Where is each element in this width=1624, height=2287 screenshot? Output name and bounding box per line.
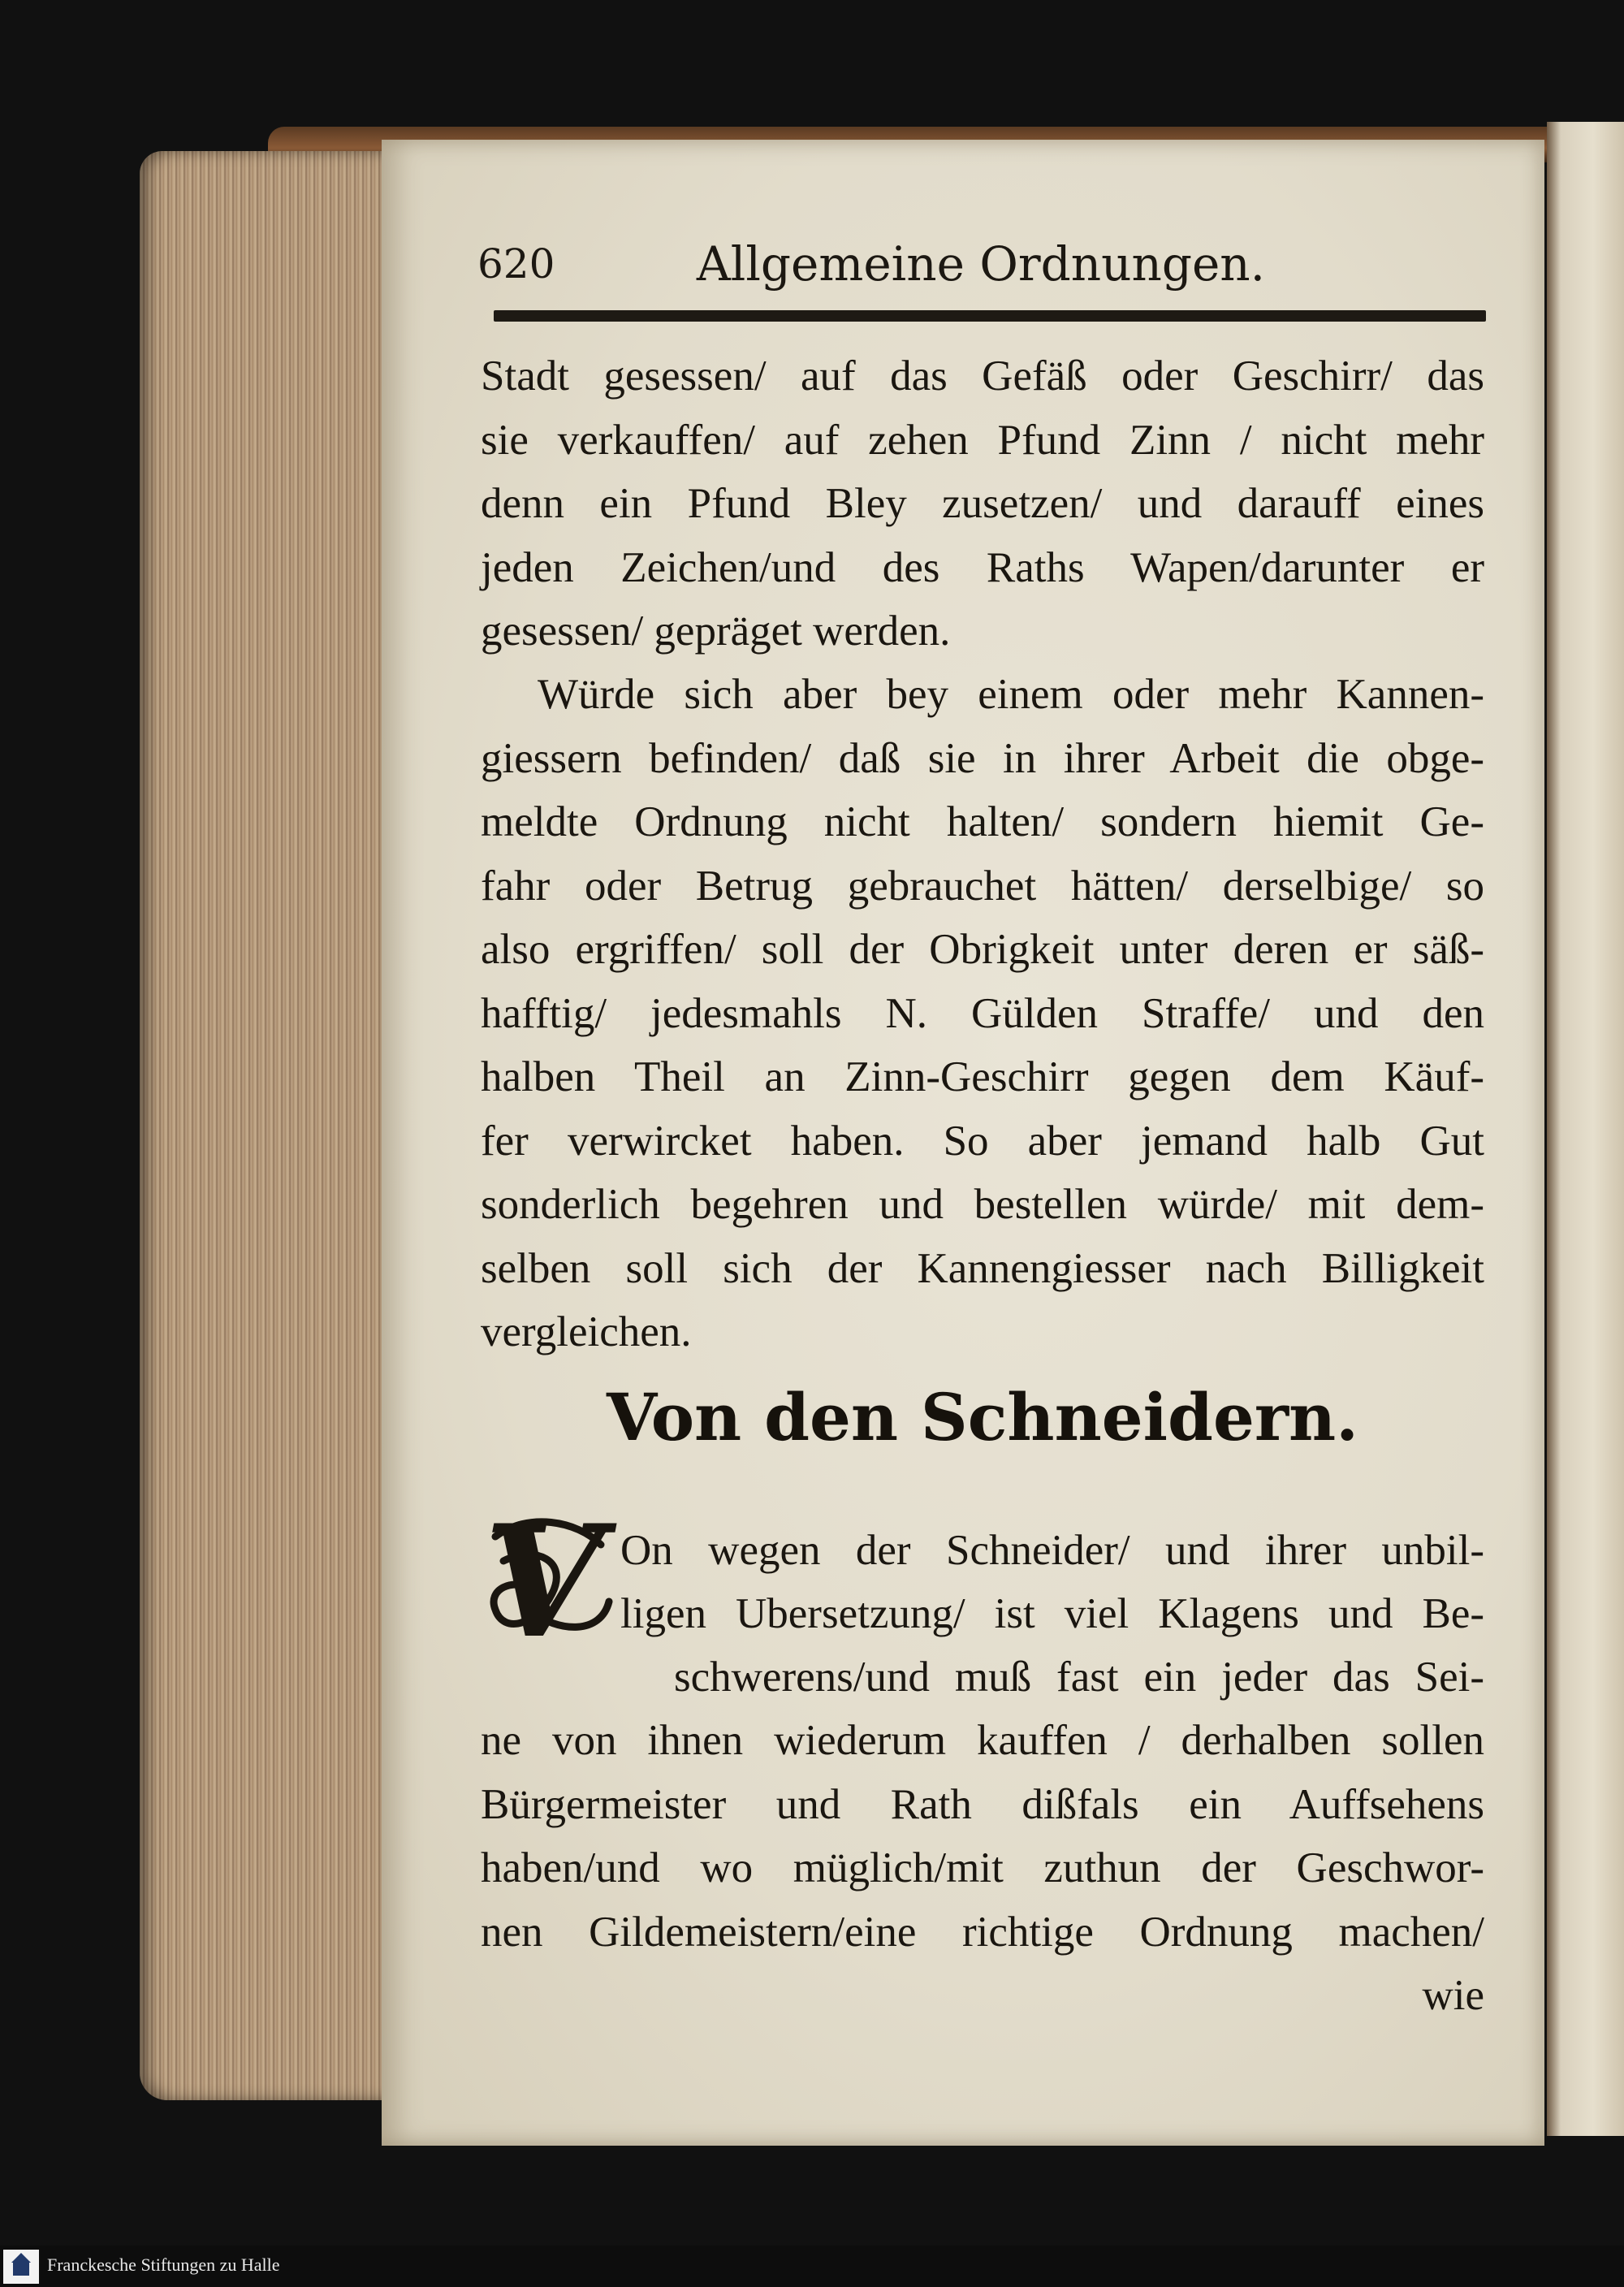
paragraph-2 — [481, 663, 1484, 1364]
drop-cap-initial: V — [484, 1491, 604, 1672]
text-line: haben/und wo müglich/mit zuthun der Geschwor- — [481, 1844, 1484, 1891]
text-line: hafftig/ jedesmahls N. Gülden Straffe/ und den — [481, 989, 1484, 1037]
section-heading: Von den Schneidern. — [606, 1379, 1359, 1455]
text-line: denn ein Pfund Bley zusetzen/ und darauff eines — [481, 480, 1484, 527]
text-line: selben soll sich der Kannengiesser nach Billigkeit — [481, 1244, 1484, 1292]
text-line: jeden Zeichen/und des Raths Wapen/darunter er — [481, 543, 1484, 591]
text-line: vergleichen. — [481, 1308, 692, 1355]
page-header — [477, 236, 1484, 292]
text-line: Bürgermeister und Rath dißfals ein Auffsehens — [481, 1780, 1484, 1828]
text-line: ne von ihnen wiederum kauffen / derhalben sollen — [481, 1717, 1484, 1764]
indented-line-2 — [620, 1582, 1484, 1646]
text-line: ligen Ubersetzung/ ist viel Klagens und Be- — [620, 1590, 1484, 1637]
text-line: fahr oder Betrug gebrauchet hätten/ derselbige/ so — [481, 862, 1484, 910]
text-line: gesessen/ gepräget werden. — [481, 607, 951, 655]
francke-foundation-logo-icon — [3, 2250, 39, 2284]
indented-line-1 — [620, 1519, 1484, 1583]
text-line: Stadt gesessen/ auf das Gefäß oder Geschirr/ das — [481, 352, 1484, 400]
text-line: schwerens/und muß fast ein jeder das Sei- — [674, 1654, 1484, 1701]
logo-roof-shape — [11, 2253, 31, 2263]
text-line: nen Gildemeistern/eine richtige Ordnung machen/ — [481, 1908, 1484, 1956]
text-line: meldte Ordnung nicht halten/ sondern hiemit Ge- — [481, 798, 1484, 845]
header-rule — [494, 310, 1486, 322]
text-line: sonderlich begehren und bestellen würde/ mit dem- — [481, 1181, 1484, 1228]
page-block-edge — [140, 151, 383, 2100]
running-title: Allgemeine Ordnungen. — [696, 236, 1266, 292]
text-line: also ergriffen/ soll der Obrigkeit unter deren er säß- — [481, 926, 1484, 973]
text-line: On wegen der Schneider/ und ihrer unbil- — [620, 1527, 1484, 1574]
page-number: 620 — [477, 240, 555, 287]
text-line: giessern befinden/ daß sie in ihrer Arbeit die obge- — [481, 734, 1484, 782]
paragraph-3 — [481, 1709, 1484, 2028]
paragraph-1 — [481, 344, 1484, 664]
footer-institution-label: Franckesche Stiftungen zu Halle — [47, 2255, 280, 2275]
text-line: fer verwircket haben. So aber jemand halb Gut — [481, 1117, 1484, 1165]
text-line: halben Theil an Zinn-Geschirr gegen dem Käuf- — [481, 1053, 1484, 1100]
logo-house-shape — [13, 2263, 29, 2276]
facing-page-edge — [1547, 122, 1624, 2136]
catchword: wie — [1422, 1972, 1484, 2019]
text-line: Würde sich aber bey einem oder mehr Kannen- — [538, 671, 1484, 718]
indented-line-3 — [674, 1645, 1484, 1710]
text-line: sie verkauffen/ auf zehen Pfund Zinn / nicht mehr — [481, 416, 1484, 464]
